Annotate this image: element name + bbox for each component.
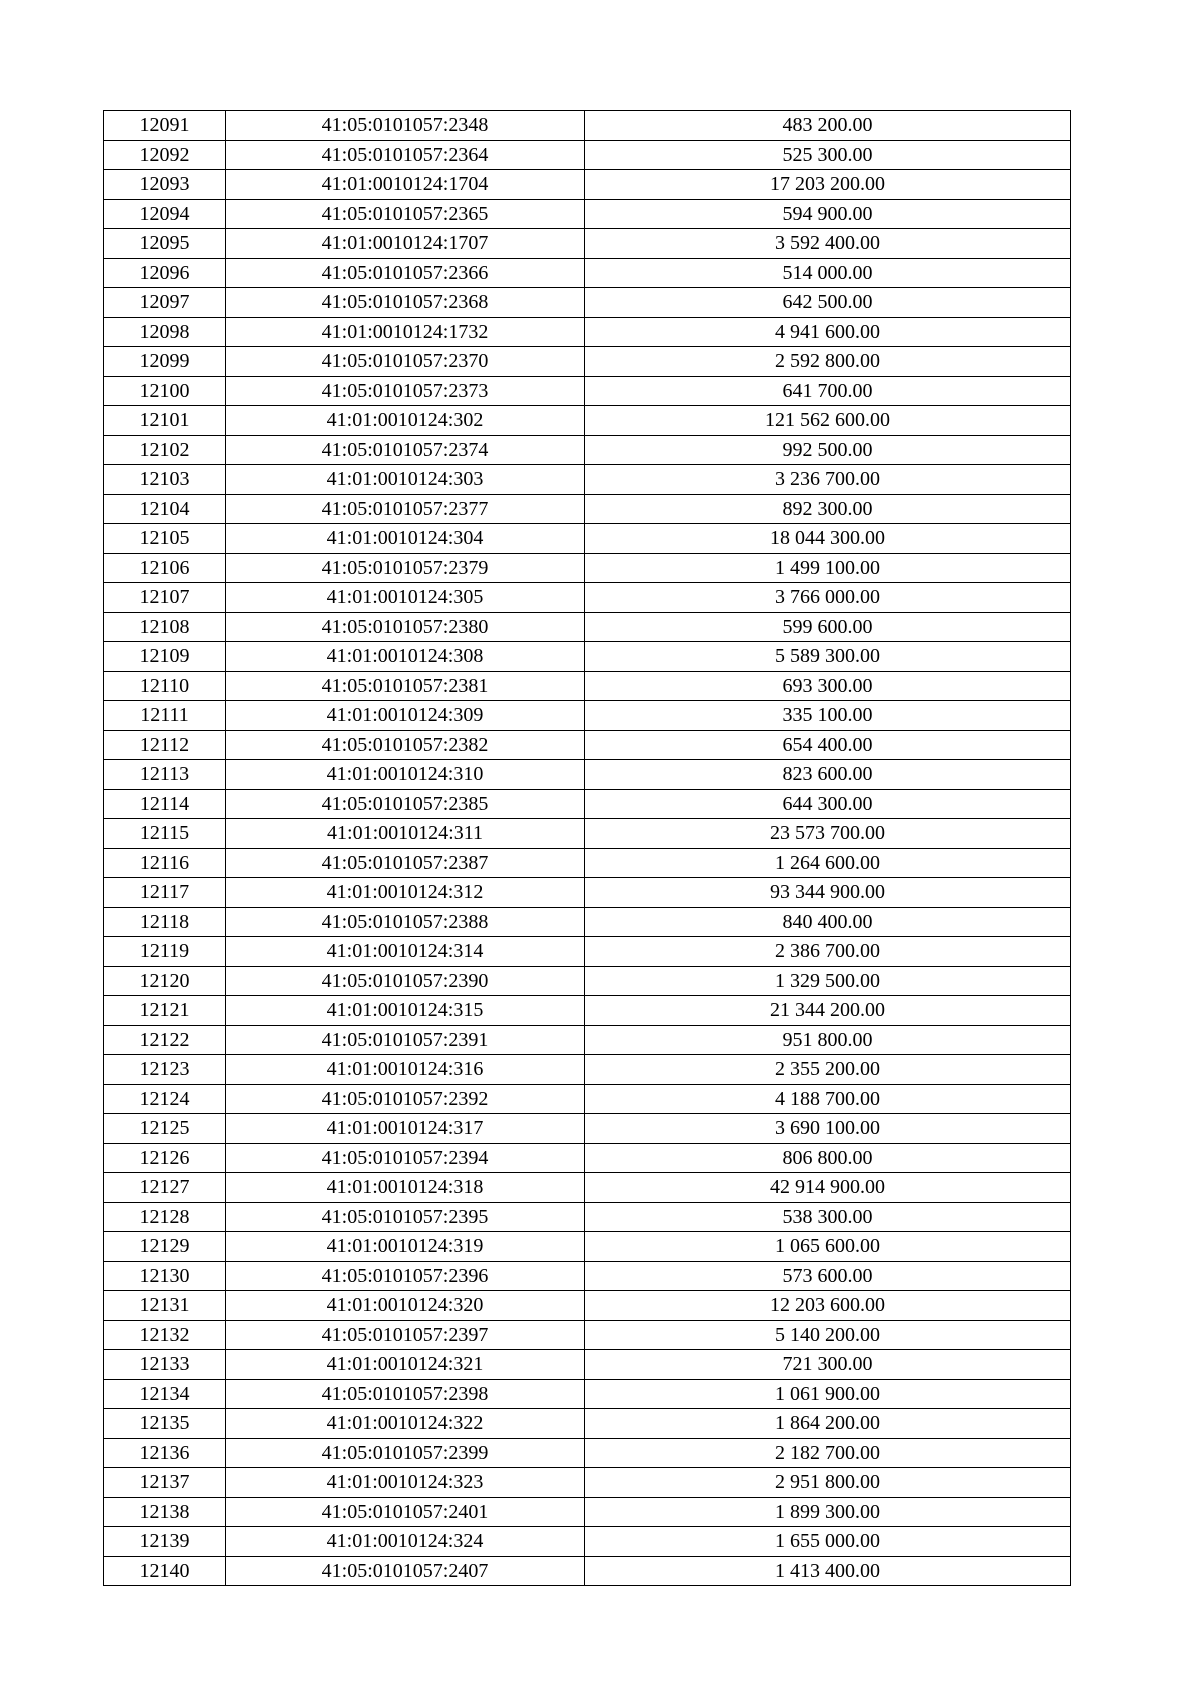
cadastral-number-cell: 41:01:0010124:317 (226, 1114, 585, 1144)
row-number-cell: 12112 (104, 730, 226, 760)
row-number-cell: 12111 (104, 701, 226, 731)
cadastral-value-cell: 1 899 300.00 (585, 1497, 1071, 1527)
cadastral-value-cell: 951 800.00 (585, 1025, 1071, 1055)
cadastral-number-cell: 41:01:0010124:322 (226, 1409, 585, 1439)
table-row (104, 1143, 1071, 1173)
row-number-cell: 12114 (104, 789, 226, 819)
cadastral-value-cell: 18 044 300.00 (585, 524, 1071, 554)
table-row (104, 996, 1071, 1026)
row-number-cell: 12127 (104, 1173, 226, 1203)
cadastral-value-cell: 4 188 700.00 (585, 1084, 1071, 1114)
cadastral-value-cell: 1 329 500.00 (585, 966, 1071, 996)
cadastral-value-cell: 12 203 600.00 (585, 1291, 1071, 1321)
table-row (104, 819, 1071, 849)
cadastral-number-cell: 41:05:0101057:2396 (226, 1261, 585, 1291)
table-row (104, 760, 1071, 790)
cadastral-value-cell: 1 655 000.00 (585, 1527, 1071, 1557)
table-row (104, 671, 1071, 701)
cadastral-value-cell: 3 766 000.00 (585, 583, 1071, 613)
row-number-cell: 12104 (104, 494, 226, 524)
cadastral-value-cell: 1 413 400.00 (585, 1556, 1071, 1586)
cadastral-value-cell: 17 203 200.00 (585, 170, 1071, 200)
cadastral-number-cell: 41:01:0010124:316 (226, 1055, 585, 1085)
table-row (104, 1055, 1071, 1085)
cadastral-number-cell: 41:05:0101057:2395 (226, 1202, 585, 1232)
cadastral-number-cell: 41:01:0010124:315 (226, 996, 585, 1026)
cadastral-value-cell: 121 562 600.00 (585, 406, 1071, 436)
cadastral-number-cell: 41:05:0101057:2382 (226, 730, 585, 760)
row-number-cell: 12122 (104, 1025, 226, 1055)
cadastral-number-cell: 41:05:0101057:2370 (226, 347, 585, 377)
table-row (104, 730, 1071, 760)
row-number-cell: 12115 (104, 819, 226, 849)
table-row (104, 789, 1071, 819)
row-number-cell: 12130 (104, 1261, 226, 1291)
table-row (104, 1114, 1071, 1144)
cadastral-number-cell: 41:05:0101057:2366 (226, 258, 585, 288)
row-number-cell: 12092 (104, 140, 226, 170)
table-row (104, 347, 1071, 377)
cadastral-number-cell: 41:01:0010124:318 (226, 1173, 585, 1203)
cadastral-value-cell: 992 500.00 (585, 435, 1071, 465)
row-number-cell: 12125 (104, 1114, 226, 1144)
cadastral-number-cell: 41:05:0101057:2385 (226, 789, 585, 819)
row-number-cell: 12097 (104, 288, 226, 318)
table-row (104, 1527, 1071, 1557)
cadastral-value-cell: 594 900.00 (585, 199, 1071, 229)
cadastral-number-cell: 41:05:0101057:2398 (226, 1379, 585, 1409)
table-row (104, 1556, 1071, 1586)
row-number-cell: 12106 (104, 553, 226, 583)
cadastral-value-cell: 3 690 100.00 (585, 1114, 1071, 1144)
table-row (104, 553, 1071, 583)
cadastral-value-cell: 538 300.00 (585, 1202, 1071, 1232)
table-row (104, 111, 1071, 141)
row-number-cell: 12134 (104, 1379, 226, 1409)
cadastral-number-cell: 41:05:0101057:2391 (226, 1025, 585, 1055)
table-row (104, 966, 1071, 996)
cadastral-value-cell: 23 573 700.00 (585, 819, 1071, 849)
row-number-cell: 12139 (104, 1527, 226, 1557)
row-number-cell: 12117 (104, 878, 226, 908)
row-number-cell: 12107 (104, 583, 226, 613)
table-row (104, 140, 1071, 170)
cadastral-value-cell: 335 100.00 (585, 701, 1071, 731)
cadastral-value-cell: 654 400.00 (585, 730, 1071, 760)
cadastral-number-cell: 41:05:0101057:2392 (226, 1084, 585, 1114)
cadastral-value-cell: 693 300.00 (585, 671, 1071, 701)
row-number-cell: 12121 (104, 996, 226, 1026)
table-row (104, 170, 1071, 200)
cadastral-value-cell: 5 589 300.00 (585, 642, 1071, 672)
cadastral-value-cell: 573 600.00 (585, 1261, 1071, 1291)
table-row (104, 1025, 1071, 1055)
table-row (104, 1202, 1071, 1232)
table-row (104, 258, 1071, 288)
cadastral-value-cell: 823 600.00 (585, 760, 1071, 790)
cadastral-number-cell: 41:01:0010124:1732 (226, 317, 585, 347)
table-row (104, 701, 1071, 731)
table-row (104, 642, 1071, 672)
row-number-cell: 12101 (104, 406, 226, 436)
cadastral-value-cell: 721 300.00 (585, 1350, 1071, 1380)
row-number-cell: 12123 (104, 1055, 226, 1085)
cadastral-number-cell: 41:05:0101057:2397 (226, 1320, 585, 1350)
cadastral-value-cell: 93 344 900.00 (585, 878, 1071, 908)
cadastral-value-cell: 2 592 800.00 (585, 347, 1071, 377)
cadastral-value-cell: 642 500.00 (585, 288, 1071, 318)
table-row (104, 848, 1071, 878)
table-row (104, 878, 1071, 908)
row-number-cell: 12116 (104, 848, 226, 878)
cadastral-value-cell: 21 344 200.00 (585, 996, 1071, 1026)
row-number-cell: 12120 (104, 966, 226, 996)
table-row (104, 288, 1071, 318)
cadastral-number-cell: 41:05:0101057:2387 (226, 848, 585, 878)
cadastral-number-cell: 41:05:0101057:2388 (226, 907, 585, 937)
cadastral-number-cell: 41:01:0010124:312 (226, 878, 585, 908)
table-row (104, 435, 1071, 465)
row-number-cell: 12110 (104, 671, 226, 701)
table-row (104, 1291, 1071, 1321)
table-row (104, 229, 1071, 259)
cadastral-number-cell: 41:05:0101057:2381 (226, 671, 585, 701)
cadastral-number-cell: 41:01:0010124:304 (226, 524, 585, 554)
table-row (104, 376, 1071, 406)
row-number-cell: 12135 (104, 1409, 226, 1439)
cadastral-number-cell: 41:05:0101057:2394 (226, 1143, 585, 1173)
row-number-cell: 12113 (104, 760, 226, 790)
table-row (104, 1497, 1071, 1527)
row-number-cell: 12129 (104, 1232, 226, 1262)
row-number-cell: 12137 (104, 1468, 226, 1498)
row-number-cell: 12138 (104, 1497, 226, 1527)
cadastral-value-cell: 2 355 200.00 (585, 1055, 1071, 1085)
table-row (104, 907, 1071, 937)
cadastral-value-cell: 2 386 700.00 (585, 937, 1071, 967)
cadastral-number-cell: 41:01:0010124:308 (226, 642, 585, 672)
cadastral-number-cell: 41:01:0010124:323 (226, 1468, 585, 1498)
cadastral-number-cell: 41:01:0010124:311 (226, 819, 585, 849)
cadastral-number-cell: 41:01:0010124:303 (226, 465, 585, 495)
row-number-cell: 12098 (104, 317, 226, 347)
row-number-cell: 12096 (104, 258, 226, 288)
row-number-cell: 12109 (104, 642, 226, 672)
row-number-cell: 12128 (104, 1202, 226, 1232)
row-number-cell: 12136 (104, 1438, 226, 1468)
row-number-cell: 12132 (104, 1320, 226, 1350)
cadastral-number-cell: 41:05:0101057:2365 (226, 199, 585, 229)
cadastral-number-cell: 41:05:0101057:2373 (226, 376, 585, 406)
cadastral-number-cell: 41:01:0010124:310 (226, 760, 585, 790)
cadastral-number-cell: 41:05:0101057:2380 (226, 612, 585, 642)
cadastral-number-cell: 41:01:0010124:314 (226, 937, 585, 967)
cadastral-number-cell: 41:01:0010124:320 (226, 1291, 585, 1321)
table-row (104, 524, 1071, 554)
table-row (104, 937, 1071, 967)
cadastral-value-cell: 1 065 600.00 (585, 1232, 1071, 1262)
table-row (104, 612, 1071, 642)
cadastral-value-cell: 1 864 200.00 (585, 1409, 1071, 1439)
cadastral-value-cell: 514 000.00 (585, 258, 1071, 288)
table-row (104, 465, 1071, 495)
table-row (104, 583, 1071, 613)
cadastral-number-cell: 41:01:0010124:309 (226, 701, 585, 731)
cadastral-value-cell: 644 300.00 (585, 789, 1071, 819)
cadastral-value-cell: 42 914 900.00 (585, 1173, 1071, 1203)
row-number-cell: 12100 (104, 376, 226, 406)
cadastral-value-cell: 483 200.00 (585, 111, 1071, 141)
row-number-cell: 12108 (104, 612, 226, 642)
table-row (104, 317, 1071, 347)
cadastral-number-cell: 41:01:0010124:319 (226, 1232, 585, 1262)
table-row (104, 406, 1071, 436)
cadastral-number-cell: 41:01:0010124:324 (226, 1527, 585, 1557)
cadastral-number-cell: 41:01:0010124:1704 (226, 170, 585, 200)
cadastral-number-cell: 41:05:0101057:2401 (226, 1497, 585, 1527)
cadastral-number-cell: 41:01:0010124:321 (226, 1350, 585, 1380)
table-row (104, 1232, 1071, 1262)
row-number-cell: 12094 (104, 199, 226, 229)
cadastral-value-cell: 840 400.00 (585, 907, 1071, 937)
table-row (104, 1409, 1071, 1439)
cadastral-value-cell: 3 236 700.00 (585, 465, 1071, 495)
row-number-cell: 12091 (104, 111, 226, 141)
table-row (104, 1468, 1071, 1498)
cadastral-number-cell: 41:01:0010124:1707 (226, 229, 585, 259)
table-row (104, 199, 1071, 229)
cadastral-number-cell: 41:05:0101057:2407 (226, 1556, 585, 1586)
cadastral-value-cell: 2 951 800.00 (585, 1468, 1071, 1498)
table-row (104, 1320, 1071, 1350)
cadastral-value-cell: 525 300.00 (585, 140, 1071, 170)
cadastral-value-cell: 599 600.00 (585, 612, 1071, 642)
cadastral-value-table (103, 110, 1071, 1586)
row-number-cell: 12093 (104, 170, 226, 200)
cadastral-number-cell: 41:05:0101057:2368 (226, 288, 585, 318)
row-number-cell: 12140 (104, 1556, 226, 1586)
table-row (104, 1261, 1071, 1291)
table-row (104, 1350, 1071, 1380)
row-number-cell: 12099 (104, 347, 226, 377)
cadastral-value-cell: 2 182 700.00 (585, 1438, 1071, 1468)
cadastral-number-cell: 41:05:0101057:2379 (226, 553, 585, 583)
row-number-cell: 12118 (104, 907, 226, 937)
cadastral-number-cell: 41:01:0010124:305 (226, 583, 585, 613)
row-number-cell: 12119 (104, 937, 226, 967)
row-number-cell: 12105 (104, 524, 226, 554)
table-row (104, 1084, 1071, 1114)
table-row (104, 1173, 1071, 1203)
row-number-cell: 12131 (104, 1291, 226, 1321)
cadastral-value-cell: 4 941 600.00 (585, 317, 1071, 347)
row-number-cell: 12124 (104, 1084, 226, 1114)
row-number-cell: 12133 (104, 1350, 226, 1380)
cadastral-number-cell: 41:05:0101057:2348 (226, 111, 585, 141)
row-number-cell: 12102 (104, 435, 226, 465)
table-row (104, 1379, 1071, 1409)
cadastral-value-cell: 3 592 400.00 (585, 229, 1071, 259)
cadastral-number-cell: 41:05:0101057:2374 (226, 435, 585, 465)
cadastral-value-cell: 892 300.00 (585, 494, 1071, 524)
table-row (104, 494, 1071, 524)
cadastral-value-cell: 806 800.00 (585, 1143, 1071, 1173)
row-number-cell: 12103 (104, 465, 226, 495)
cadastral-number-cell: 41:05:0101057:2390 (226, 966, 585, 996)
cadastral-number-cell: 41:01:0010124:302 (226, 406, 585, 436)
row-number-cell: 12126 (104, 1143, 226, 1173)
cadastral-value-cell: 5 140 200.00 (585, 1320, 1071, 1350)
cadastral-number-cell: 41:05:0101057:2377 (226, 494, 585, 524)
cadastral-value-cell: 641 700.00 (585, 376, 1071, 406)
cadastral-value-cell: 1 499 100.00 (585, 553, 1071, 583)
table-body (104, 111, 1071, 1586)
cadastral-number-cell: 41:05:0101057:2399 (226, 1438, 585, 1468)
cadastral-value-cell: 1 264 600.00 (585, 848, 1071, 878)
cadastral-number-cell: 41:05:0101057:2364 (226, 140, 585, 170)
cadastral-value-cell: 1 061 900.00 (585, 1379, 1071, 1409)
row-number-cell: 12095 (104, 229, 226, 259)
table-row (104, 1438, 1071, 1468)
